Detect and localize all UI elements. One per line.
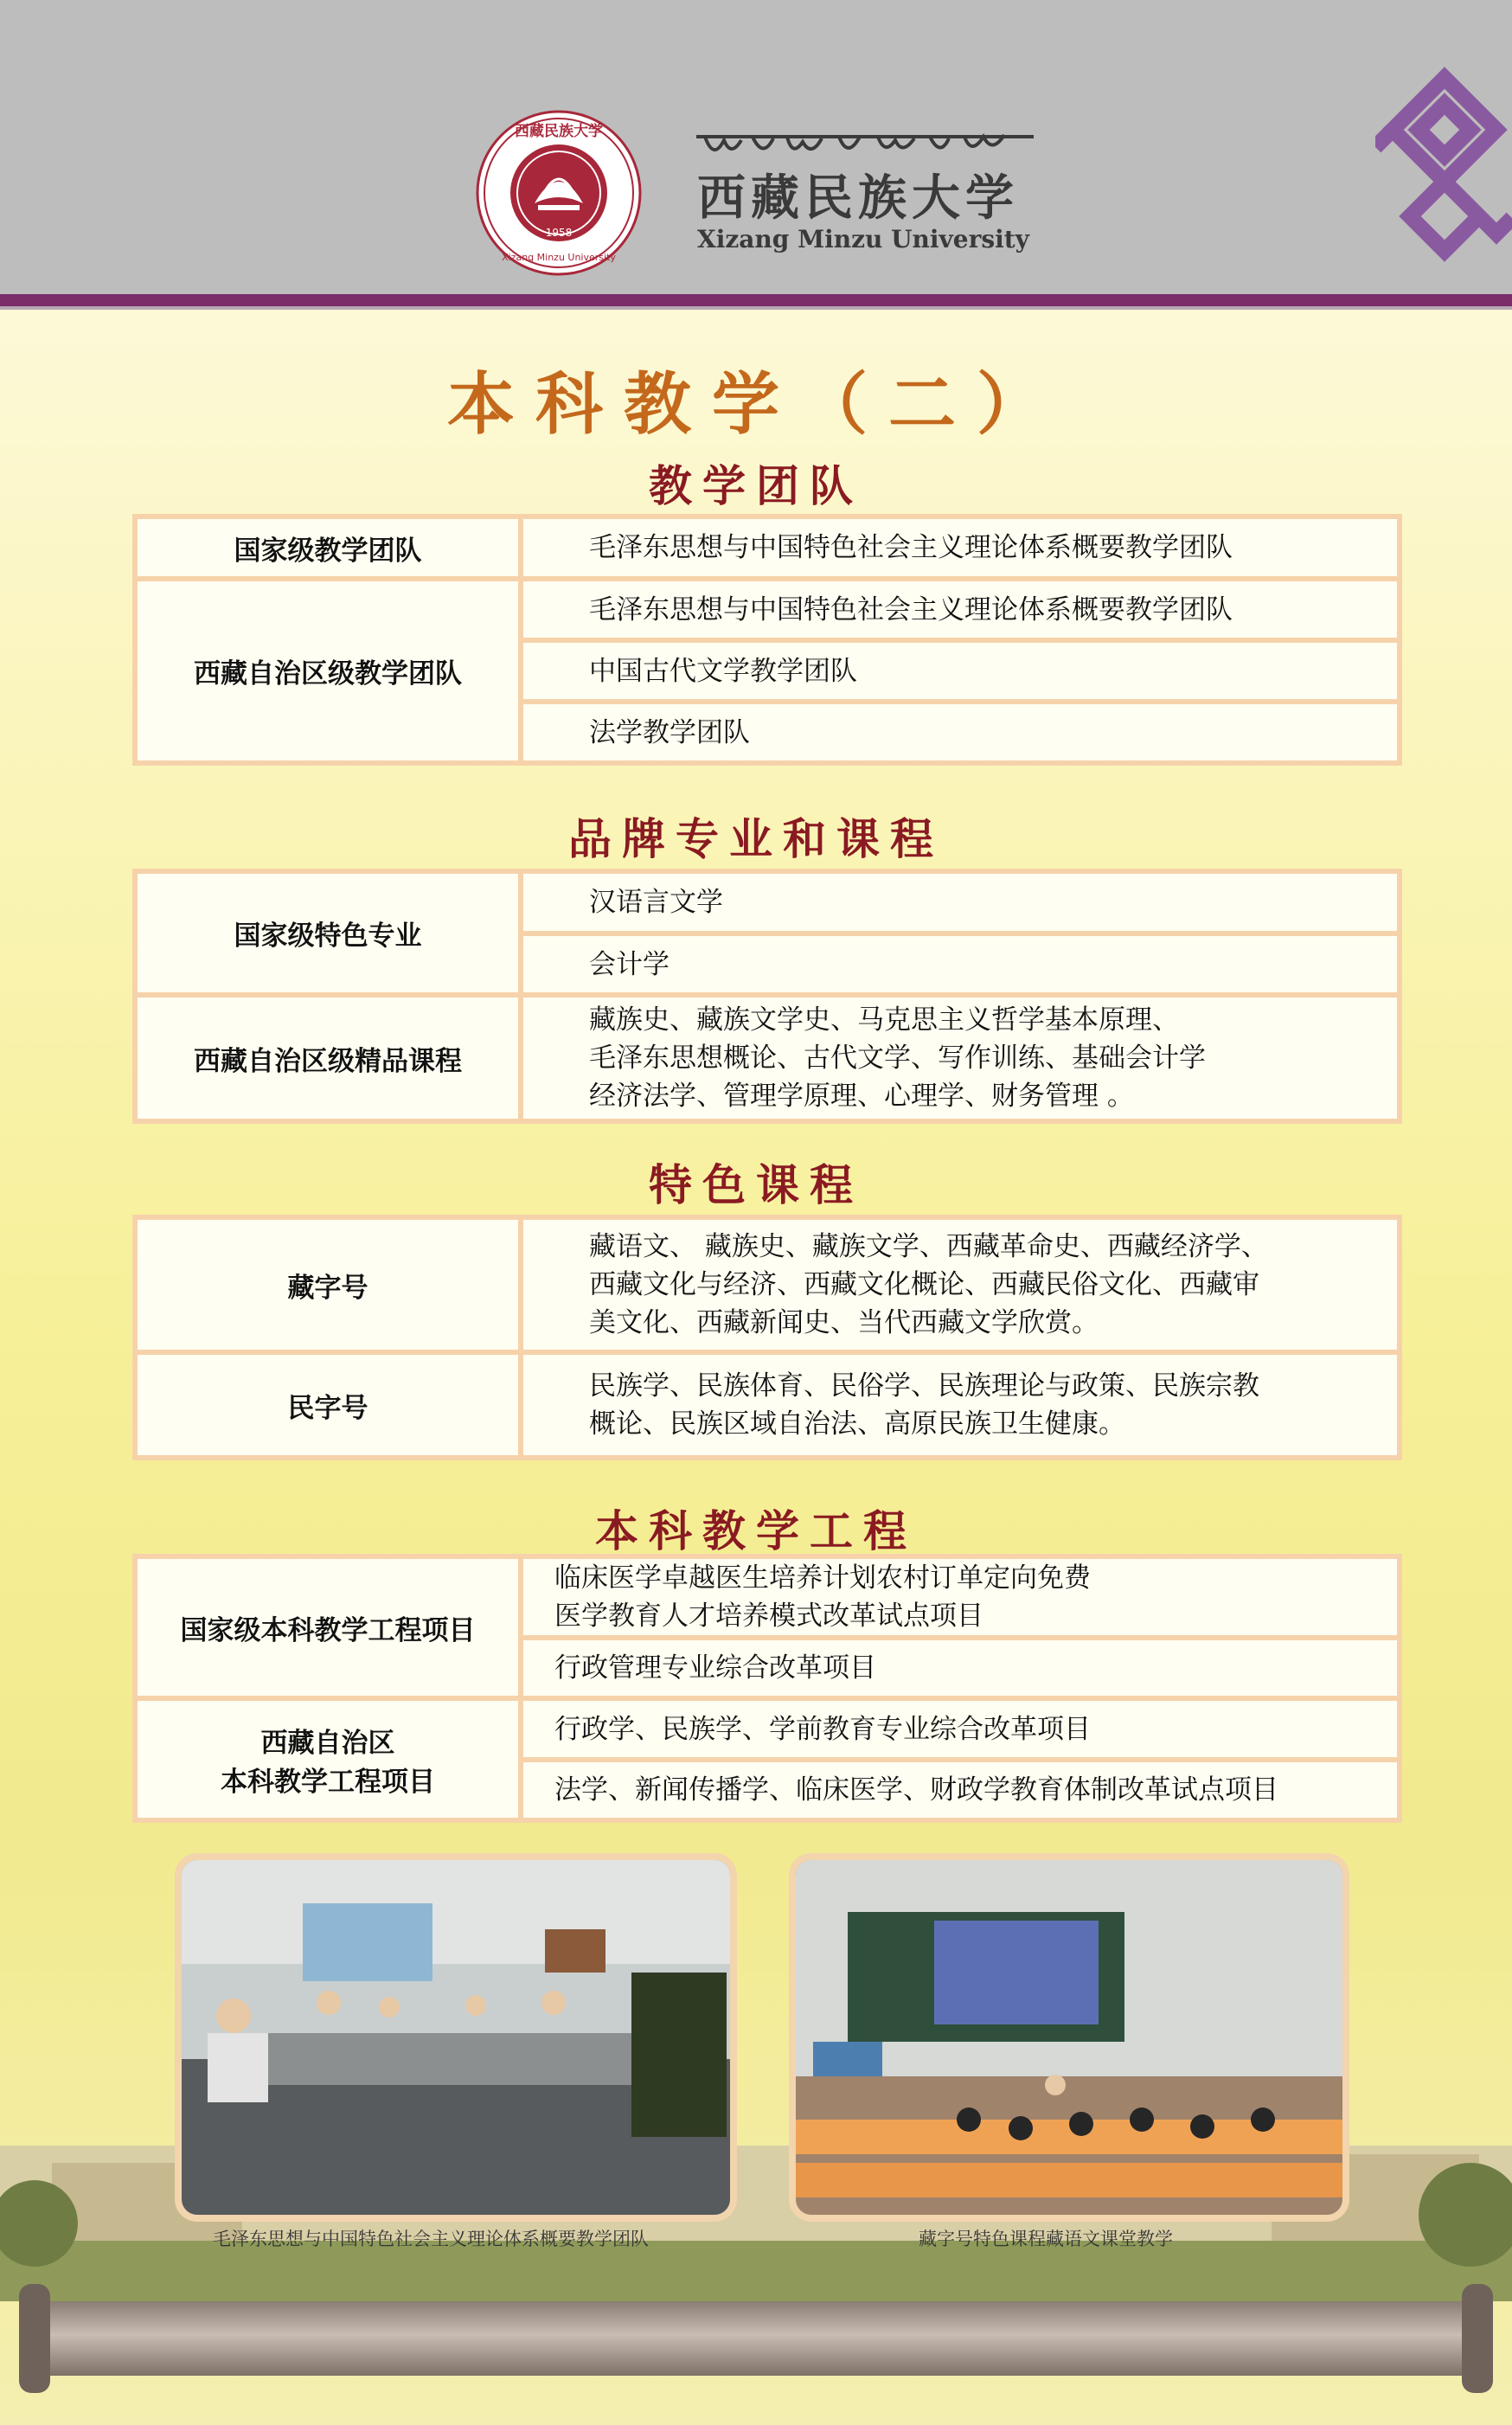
table-cell: 毛泽东思想与中国特色社会主义理论体系概要教学团队: [521, 579, 1400, 640]
table-row-label: 国家级特色专业: [135, 871, 521, 995]
header-divider: [0, 294, 1512, 306]
table-cell: [521, 1556, 1400, 1638]
cell-line: 西藏文化与经济、西藏文化概论、西藏民俗文化、西藏审: [589, 1269, 1259, 1300]
label-line: 本科教学工程项目: [221, 1766, 435, 1798]
scroll-ornament: [35, 2301, 1477, 2376]
scroll-end-left: [19, 2284, 50, 2393]
table-cell: 行政管理专业综合改革项目: [521, 1638, 1400, 1698]
cell-line: 经济法学、管理学原理、心理学、财务管理 。: [589, 1081, 1134, 1112]
table-cell: 会计学: [521, 933, 1400, 995]
photo-team-meeting: [175, 1853, 737, 2222]
tibetan-script-logo: [692, 121, 1038, 164]
svg-text:1958: 1958: [545, 227, 573, 239]
table-cell: 中国古代文学教学团队: [521, 640, 1400, 702]
university-name-en: Xizang Minzu University: [697, 225, 1029, 253]
header-divider-thin: [0, 306, 1512, 310]
cell-line: 概论、民族区域自治法、高原民族卫生健康。: [589, 1408, 1125, 1440]
photo-caption: 毛泽东思想与中国特色社会主义理论体系概要教学团队: [213, 2229, 649, 2249]
table-cell: 法学教学团队: [521, 702, 1400, 763]
cell-line: 民族学、民族体育、民俗学、民族理论与政策、民族宗教: [589, 1370, 1259, 1402]
section-title-engineering: 本科教学工程: [595, 1505, 917, 1556]
table-cell: 法学、新闻传播学、临床医学、财政学教育体制改革试点项目: [521, 1760, 1400, 1820]
engineering-table: [132, 1554, 1402, 1823]
table-cell: [521, 1217, 1400, 1352]
cell-line: 临床医学卓越医生培养计划农村订单定向免费: [554, 1562, 1091, 1594]
teams-table: [132, 514, 1402, 766]
table-row-label: 藏字号: [135, 1217, 521, 1352]
brand-table: [132, 869, 1402, 1124]
section-title-teams: 教学团队: [649, 460, 863, 511]
special-table: [132, 1215, 1402, 1460]
page-title: 本科教学（二）: [446, 366, 1065, 444]
university-name-cn: 西藏民族大学: [697, 170, 1019, 227]
label-line: 西藏自治区: [260, 1727, 395, 1759]
table-row-label: 国家级教学团队: [135, 516, 521, 579]
university-seal: [474, 108, 644, 278]
section-title-brand: 品牌专业和课程: [568, 813, 944, 864]
table-cell: 行政学、民族学、学前教育专业综合改革项目: [521, 1698, 1400, 1760]
cell-line: 医学教育人才培养模式改革试点项目: [554, 1601, 983, 1632]
scroll-end-right: [1462, 2284, 1493, 2393]
table-row-label: 西藏自治区级教学团队: [135, 579, 521, 763]
classroom-photo-image: [796, 1860, 1342, 2215]
svg-text:西藏民族大学: 西藏民族大学: [515, 123, 603, 140]
photo-classroom: [789, 1853, 1349, 2222]
table-cell: 毛泽东思想与中国特色社会主义理论体系概要教学团队: [521, 516, 1400, 579]
table-cell: 汉语言文学: [521, 871, 1400, 933]
endless-knot-icon: [1375, 35, 1512, 311]
cell-line: 美文化、西藏新闻史、当代西藏文学欣赏。: [589, 1307, 1099, 1338]
table-cell: [521, 995, 1400, 1121]
photo-caption: 藏字号特色课程藏语文课堂教学: [919, 2229, 1173, 2249]
table-row-label: [135, 1698, 521, 1820]
table-row-label: 民字号: [135, 1352, 521, 1458]
svg-text:Xizang Minzu University: Xizang Minzu University: [502, 252, 616, 263]
table-cell: [521, 1352, 1400, 1458]
cell-line: 藏语文、 藏族史、藏族文学、西藏革命史、西藏经济学、: [589, 1231, 1268, 1262]
table-row-label: 西藏自治区级精品课程: [135, 995, 521, 1121]
meeting-photo-image: [182, 1860, 730, 2215]
cell-line: 藏族史、藏族文学史、马克思主义哲学基本原理、: [589, 1004, 1179, 1036]
table-row-label: 国家级本科教学工程项目: [135, 1556, 521, 1698]
section-title-special: 特色课程: [649, 1159, 863, 1210]
cell-line: 毛泽东思想概论、古代文学、写作训练、基础会计学: [589, 1042, 1206, 1074]
